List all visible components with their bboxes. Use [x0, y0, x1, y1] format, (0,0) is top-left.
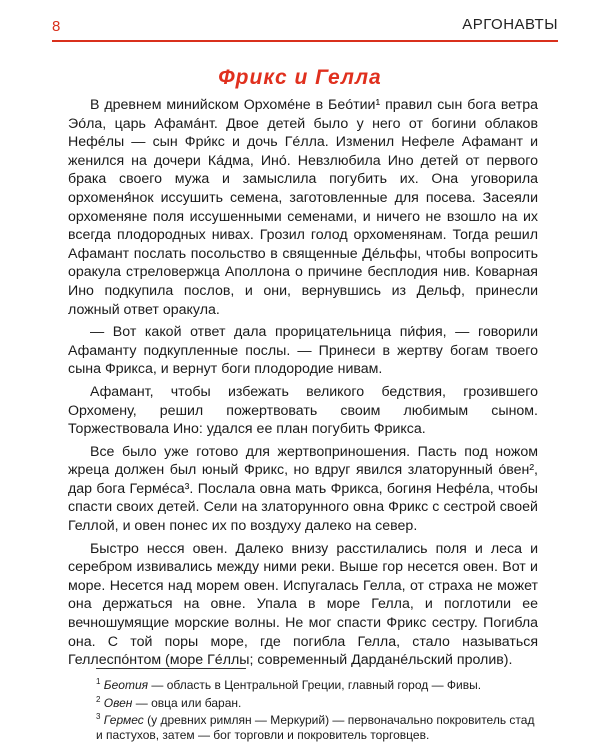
footnote-term: Гермес: [103, 713, 144, 728]
footnote: [96, 693, 538, 711]
footnote-rule: [96, 668, 246, 669]
footnote-term: Беотия: [103, 678, 149, 692]
page-number: 8: [52, 18, 61, 35]
chapter-body: [68, 96, 538, 674]
paragraph: Все было уже готово для жертвоприношения. Пасть под ножом жреца должен был юный Фрикс, но вдруг явился златорунный óвен², дар бога Гермéса³. Послала овна мать Фрикса, богиня Нефéла, чтобы спасти своих детей. Сели на златорунного овна Фрикс с сестрой своей Геллой, и овен понес их по воздуху далеко на север.: [68, 443, 538, 535]
paragraph: Быстро несся овен. Далеко внизу расстилались поля и леса и серебром извивались между ними реки. Выше гор несется овен. Вот и море. Несется над морем овен. Испугалась Гелла, от страха не может она держаться на овне. Упала в море Гелла, и поглотили ее вечношумящие морские волны. Не мог спасти Фрикс сестру. Погибла она. С той поры море, где погибла Гелла, стало называться Геллеспóнтом (море Гéллы; современный Дарданéльский пролив).: [68, 540, 538, 669]
footnote-index: 2: [96, 694, 101, 704]
running-title: АРГОНАВТЫ: [462, 16, 558, 33]
paragraph: В древнем минийском Орхомéне в Беóтии¹ правил сын бога ветра Эóла, царь Афамáнт. Двое детей было у него от богини облаков Нефéлы — сын Фри́кс и дочь Гéлла. Изменил Нефеле Афамант и женился на дочери Кáдма, Инó. Невзлюбила Ино детей от первого брака своего мужа и замыслила погубить их. Она уговорила орхоменя́нок иссушить семена, заготовленные для посева. Засеяли орхоменяне поля иссушенными семенами, и ничего не взошло на их всегда плодородных нивах. Грозил голод орхоменянам. Тогда решил Афамант послать посольство в священные Дéльфы, чтобы вопросить оракула стреловержца Аполлона о причине бесплодия нив. Коварная Ино подкупила послов, и они, вернувшись из Дельф, принесли ложный ответ оракула.: [68, 97, 538, 318]
paragraph: — Вот какой ответ дала прорицательница пи́фия, — говорили Афаманту подкупленные послы. — Принеси в жертву богам твоего сына Фрикса, и вернут боги плодородие нивам.: [68, 324, 538, 378]
footnote: [96, 675, 538, 693]
chapter-title: Фрикс и Гелла: [218, 66, 382, 89]
footnote-text: — область в Центральной Греции, главный город — Фивы.: [148, 678, 482, 692]
footnote-index: 1: [96, 677, 101, 686]
footnote: [96, 710, 538, 742]
paragraph: Афамант, чтобы избежать великого бедствия, грозившего Орхомену, решил пожертвовать своим любимым сыном. Торжествовала Ино: удался ее план погубить Фрикса.: [68, 383, 538, 438]
footnote-index: 3: [96, 712, 101, 722]
footnote-term: Овен: [103, 695, 133, 710]
footnote-text: (у древних римлян — Меркурий) — первоначально покровитель стад и пастухов, затем — бог торговли и покровитель торговцев.: [96, 713, 535, 742]
footnotes: [96, 675, 538, 742]
page-header: [52, 14, 558, 42]
footnote-text: — овца или баран.: [132, 695, 242, 710]
header-rule: [52, 40, 558, 42]
